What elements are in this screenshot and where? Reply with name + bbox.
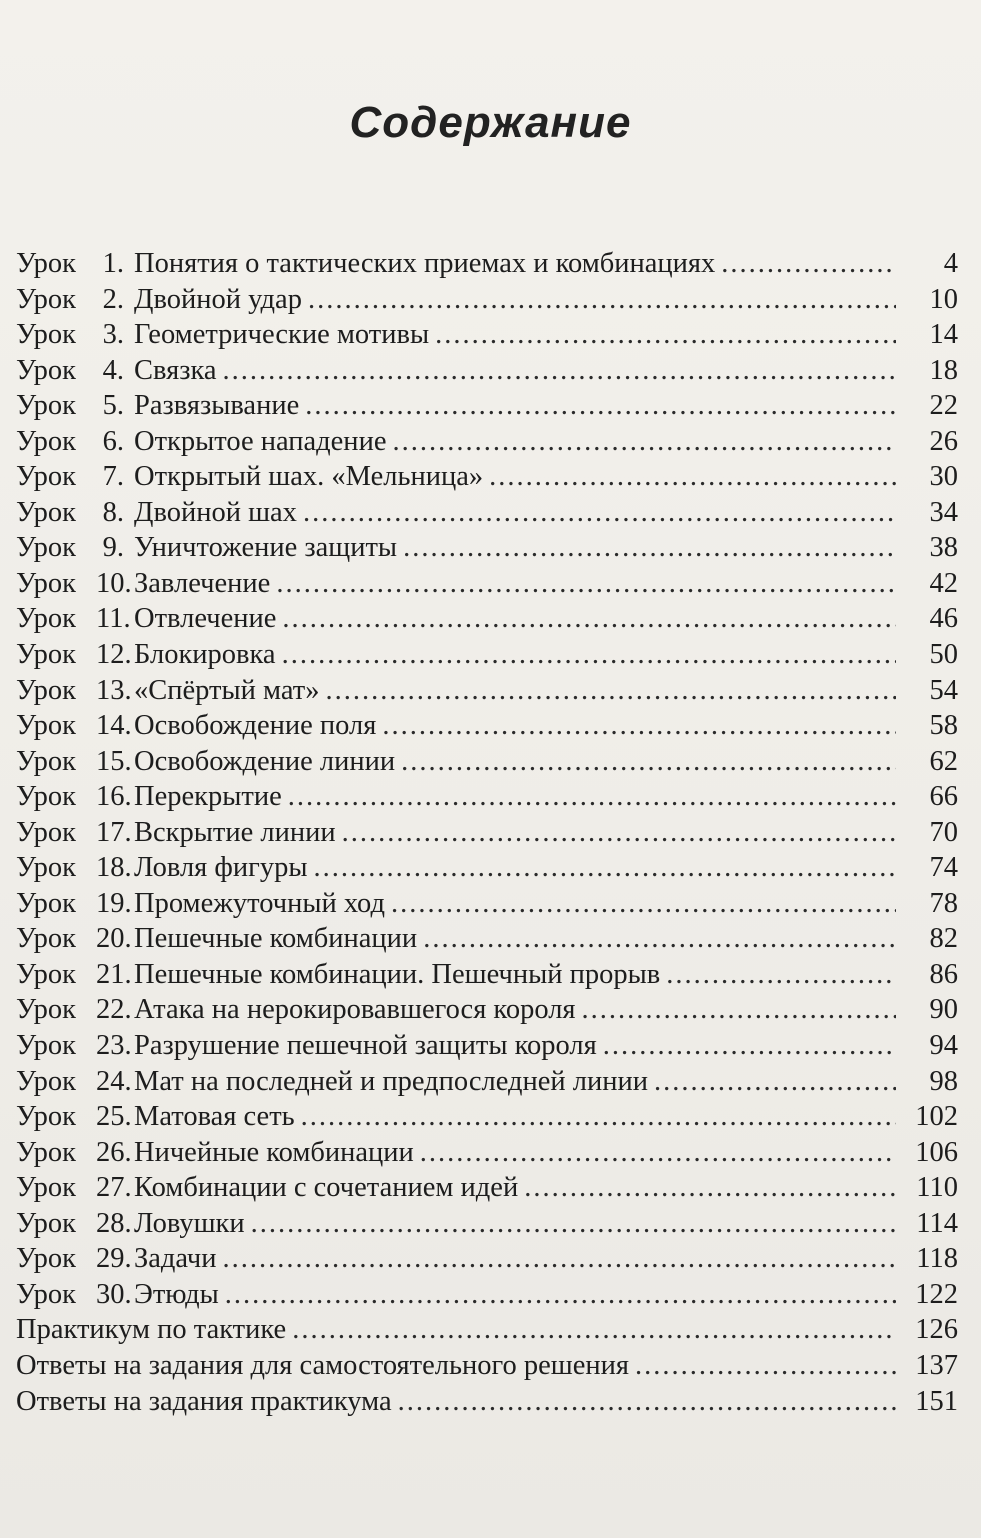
dot-leader bbox=[251, 1206, 896, 1242]
lesson-number: 21. bbox=[96, 958, 132, 990]
lesson-number: 13. bbox=[96, 674, 132, 706]
dot-leader bbox=[225, 1277, 896, 1313]
page-number: 34 bbox=[929, 496, 958, 528]
lesson-number: 30. bbox=[96, 1278, 132, 1310]
lesson-title: Ловля фигуры bbox=[134, 852, 308, 884]
toc-entry bbox=[16, 708, 958, 744]
lesson-word: Урок bbox=[16, 781, 77, 813]
page-number: 4 bbox=[943, 248, 958, 279]
dot-leader bbox=[308, 282, 896, 318]
page-number: 98 bbox=[929, 1065, 958, 1097]
lesson-title: Ничейные комбинации bbox=[134, 1136, 414, 1168]
appendix-title: Практикум по тактике bbox=[16, 1314, 287, 1346]
lesson-number: 15. bbox=[96, 745, 132, 777]
page-number: 10 bbox=[929, 283, 958, 315]
lesson-title: Комбинации с сочетанием идей bbox=[134, 1172, 519, 1204]
toc-entry bbox=[16, 530, 958, 566]
page-number: 126 bbox=[915, 1314, 958, 1346]
lesson-number: 19. bbox=[96, 887, 132, 919]
toc-entry bbox=[16, 459, 958, 495]
lesson-number: 17. bbox=[96, 816, 132, 848]
lesson-number: 12. bbox=[96, 639, 132, 671]
lesson-word: Урок bbox=[16, 1172, 77, 1204]
lesson-title: Вскрытие линии bbox=[134, 816, 336, 848]
toc-entry bbox=[16, 424, 958, 460]
toc-entry bbox=[16, 992, 958, 1028]
toc-entry bbox=[16, 957, 958, 993]
lesson-title: Геометрические мотивы bbox=[134, 319, 430, 351]
page-number: 86 bbox=[929, 958, 958, 990]
page-number: 46 bbox=[929, 603, 958, 635]
lesson-number: 29. bbox=[96, 1243, 132, 1275]
lesson-title: Открытое нападение bbox=[134, 425, 387, 457]
lesson-title: Мат на последней и предпоследней линии bbox=[134, 1065, 649, 1097]
lesson-number: 1. bbox=[102, 248, 124, 279]
lesson-word: Урок bbox=[16, 923, 77, 955]
toc-entry bbox=[16, 282, 958, 318]
dot-leader bbox=[721, 246, 896, 282]
lesson-number: 7. bbox=[102, 461, 124, 493]
lesson-title: Освобождение поля bbox=[134, 710, 377, 742]
lesson-title: Атака на нерокировавшегося короля bbox=[134, 994, 576, 1026]
lesson-title: Двойной шах bbox=[134, 496, 297, 528]
dot-leader bbox=[635, 1348, 896, 1384]
dot-leader bbox=[423, 921, 896, 957]
appendix-title: Ответы на задания практикума bbox=[16, 1385, 392, 1417]
page-number: 38 bbox=[929, 532, 958, 564]
lesson-word: Урок bbox=[16, 674, 77, 706]
page-number: 90 bbox=[929, 994, 958, 1026]
lesson-number: 28. bbox=[96, 1207, 132, 1239]
lesson-word: Урок bbox=[16, 639, 77, 671]
page-number: 54 bbox=[929, 674, 958, 706]
lesson-title: Завлечение bbox=[134, 567, 271, 599]
page-number: 50 bbox=[929, 639, 958, 671]
page-number: 82 bbox=[929, 923, 958, 955]
toc-entry bbox=[16, 744, 958, 780]
lesson-title: Блокировка bbox=[134, 639, 276, 671]
lesson-title: Отвлечение bbox=[134, 603, 277, 635]
lesson-number: 4. bbox=[102, 354, 124, 386]
dot-leader bbox=[401, 744, 896, 780]
toc-entry bbox=[16, 495, 958, 531]
toc-entry bbox=[16, 1028, 958, 1064]
toc-entry bbox=[16, 1064, 958, 1100]
toc-entry bbox=[16, 353, 958, 389]
lesson-number: 8. bbox=[102, 496, 124, 528]
lesson-word: Урок bbox=[16, 887, 77, 919]
toc-entry bbox=[16, 637, 958, 673]
lesson-title: Матовая сеть bbox=[134, 1101, 295, 1133]
lesson-word: Урок bbox=[16, 994, 77, 1026]
toc-entry bbox=[16, 886, 958, 922]
page-number: 26 bbox=[929, 425, 958, 457]
lesson-number: 20. bbox=[96, 923, 132, 955]
dot-leader bbox=[489, 459, 896, 495]
lesson-title: Промежуточный ход bbox=[134, 887, 385, 919]
toc-entry bbox=[16, 246, 958, 282]
page-number: 137 bbox=[915, 1349, 958, 1381]
dot-leader bbox=[282, 601, 896, 637]
toc-entry bbox=[16, 673, 958, 709]
dot-leader bbox=[301, 1099, 896, 1135]
toc-entry bbox=[16, 601, 958, 637]
lesson-number: 18. bbox=[96, 852, 132, 884]
lesson-number: 10. bbox=[96, 567, 132, 599]
lesson-title: Ловушки bbox=[134, 1207, 245, 1239]
lesson-number: 11. bbox=[96, 603, 131, 635]
dot-leader bbox=[313, 850, 896, 886]
lesson-number: 25. bbox=[96, 1101, 132, 1133]
toc-entry-appendix bbox=[16, 1312, 958, 1348]
lesson-word: Урок bbox=[16, 852, 77, 884]
lesson-word: Урок bbox=[16, 1065, 77, 1097]
lesson-title: «Спёртый мат» bbox=[134, 674, 320, 706]
toc-entry bbox=[16, 566, 958, 602]
page-number: 118 bbox=[916, 1243, 958, 1275]
page-number: 70 bbox=[929, 816, 958, 848]
lesson-word: Урок bbox=[16, 816, 77, 848]
lesson-word: Урок bbox=[16, 496, 77, 528]
page-number: 122 bbox=[915, 1278, 958, 1310]
dot-leader bbox=[524, 1170, 896, 1206]
lesson-word: Урок bbox=[16, 390, 77, 422]
toc-entry bbox=[16, 1170, 958, 1206]
page-number: 114 bbox=[916, 1207, 958, 1239]
lesson-title: Понятия о тактических приемах и комбинациях bbox=[134, 248, 716, 279]
toc-entry bbox=[16, 815, 958, 851]
dot-leader bbox=[392, 424, 896, 460]
lesson-word: Урок bbox=[16, 425, 77, 457]
lesson-title: Связка bbox=[134, 354, 217, 386]
dot-leader bbox=[223, 353, 896, 389]
lesson-word: Урок bbox=[16, 1278, 77, 1310]
page-title: Содержание bbox=[349, 98, 632, 147]
lesson-number: 16. bbox=[96, 781, 132, 813]
lesson-number: 14. bbox=[96, 710, 132, 742]
dot-leader bbox=[282, 637, 896, 673]
page-number: 106 bbox=[915, 1136, 958, 1168]
lesson-title: Открытый шах. «Мельница» bbox=[134, 461, 484, 493]
toc-entry bbox=[16, 1135, 958, 1171]
lesson-number: 9. bbox=[102, 532, 124, 564]
lesson-number: 23. bbox=[96, 1030, 132, 1062]
toc-entry bbox=[16, 388, 958, 424]
dot-leader bbox=[603, 1028, 896, 1064]
lesson-title: Задачи bbox=[134, 1243, 217, 1275]
lesson-word: Урок bbox=[16, 532, 77, 564]
dot-leader bbox=[276, 566, 896, 602]
page-number: 74 bbox=[929, 852, 958, 884]
lesson-title: Пешечные комбинации. Пешечный прорыв bbox=[134, 958, 661, 990]
lesson-number: 27. bbox=[96, 1172, 132, 1204]
toc-entry bbox=[16, 850, 958, 886]
lesson-number: 22. bbox=[96, 994, 132, 1026]
dot-leader bbox=[654, 1064, 896, 1100]
page-number: 30 bbox=[929, 461, 958, 493]
lesson-number: 24. bbox=[96, 1065, 132, 1097]
dot-leader bbox=[420, 1135, 896, 1171]
lesson-word: Урок bbox=[16, 1243, 77, 1275]
dot-leader bbox=[223, 1241, 896, 1277]
page-number: 22 bbox=[929, 390, 958, 422]
lesson-number: 6. bbox=[102, 425, 124, 457]
page-number: 18 bbox=[929, 354, 958, 386]
dot-leader bbox=[382, 708, 896, 744]
lesson-word: Урок bbox=[16, 710, 77, 742]
lesson-word: Урок bbox=[16, 1030, 77, 1062]
dot-leader bbox=[582, 992, 896, 1028]
page-number: 66 bbox=[929, 781, 958, 813]
lesson-number: 2. bbox=[102, 283, 124, 315]
dot-leader bbox=[398, 1384, 896, 1420]
lesson-word: Урок bbox=[16, 354, 77, 386]
lesson-title: Этюды bbox=[134, 1278, 219, 1310]
toc-entry bbox=[16, 779, 958, 815]
dot-leader bbox=[292, 1312, 896, 1348]
toc-entry-appendix bbox=[16, 1348, 958, 1384]
lesson-title: Перекрытие bbox=[134, 781, 282, 813]
lesson-title: Уничтожение защиты bbox=[134, 532, 398, 564]
toc-entry bbox=[16, 921, 958, 957]
dot-leader bbox=[342, 815, 896, 851]
dot-leader bbox=[303, 495, 896, 531]
lesson-word: Урок bbox=[16, 319, 77, 351]
lesson-title: Разрушение пешечной защиты короля bbox=[134, 1030, 597, 1062]
page-number: 110 bbox=[916, 1172, 958, 1204]
dot-leader bbox=[305, 388, 896, 424]
lesson-word: Урок bbox=[16, 283, 77, 315]
lesson-word: Урок bbox=[16, 1101, 77, 1133]
dot-leader bbox=[391, 886, 896, 922]
page-number: 151 bbox=[915, 1385, 958, 1417]
lesson-title: Освобождение линии bbox=[134, 745, 396, 777]
lesson-title: Двойной удар bbox=[134, 283, 302, 315]
toc-entry bbox=[16, 1277, 958, 1313]
dot-leader bbox=[435, 317, 896, 353]
lesson-word: Урок bbox=[16, 958, 77, 990]
table-of-contents bbox=[16, 246, 958, 1419]
dot-leader bbox=[403, 530, 896, 566]
toc-entry bbox=[16, 1241, 958, 1277]
lesson-word: Урок bbox=[16, 1207, 77, 1239]
dot-leader bbox=[325, 673, 896, 709]
toc-entry-appendix bbox=[16, 1384, 958, 1420]
page-number: 78 bbox=[929, 887, 958, 919]
lesson-number: 26. bbox=[96, 1136, 132, 1168]
lesson-word: Урок bbox=[16, 603, 77, 635]
page-number: 14 bbox=[929, 319, 958, 351]
lesson-number: 3. bbox=[102, 319, 124, 351]
lesson-word: Урок bbox=[16, 1136, 77, 1168]
lesson-word: Урок bbox=[16, 567, 77, 599]
page-number: 94 bbox=[929, 1030, 958, 1062]
page-number: 42 bbox=[929, 567, 958, 599]
appendix-title: Ответы на задания для самостоятельного решения bbox=[16, 1349, 629, 1381]
dot-leader bbox=[288, 779, 896, 815]
lesson-word: Урок bbox=[16, 248, 77, 279]
page-number: 58 bbox=[929, 710, 958, 742]
page-number: 102 bbox=[915, 1101, 958, 1133]
lesson-word: Урок bbox=[16, 745, 77, 777]
lesson-title: Пешечные комбинации bbox=[134, 923, 418, 955]
lesson-number: 5. bbox=[102, 390, 124, 422]
lesson-word: Урок bbox=[16, 461, 77, 493]
toc-entry bbox=[16, 317, 958, 353]
page-number: 62 bbox=[929, 745, 958, 777]
toc-entry bbox=[16, 1206, 958, 1242]
toc-entry bbox=[16, 1099, 958, 1135]
dot-leader bbox=[666, 957, 896, 993]
lesson-title: Развязывание bbox=[134, 390, 300, 422]
